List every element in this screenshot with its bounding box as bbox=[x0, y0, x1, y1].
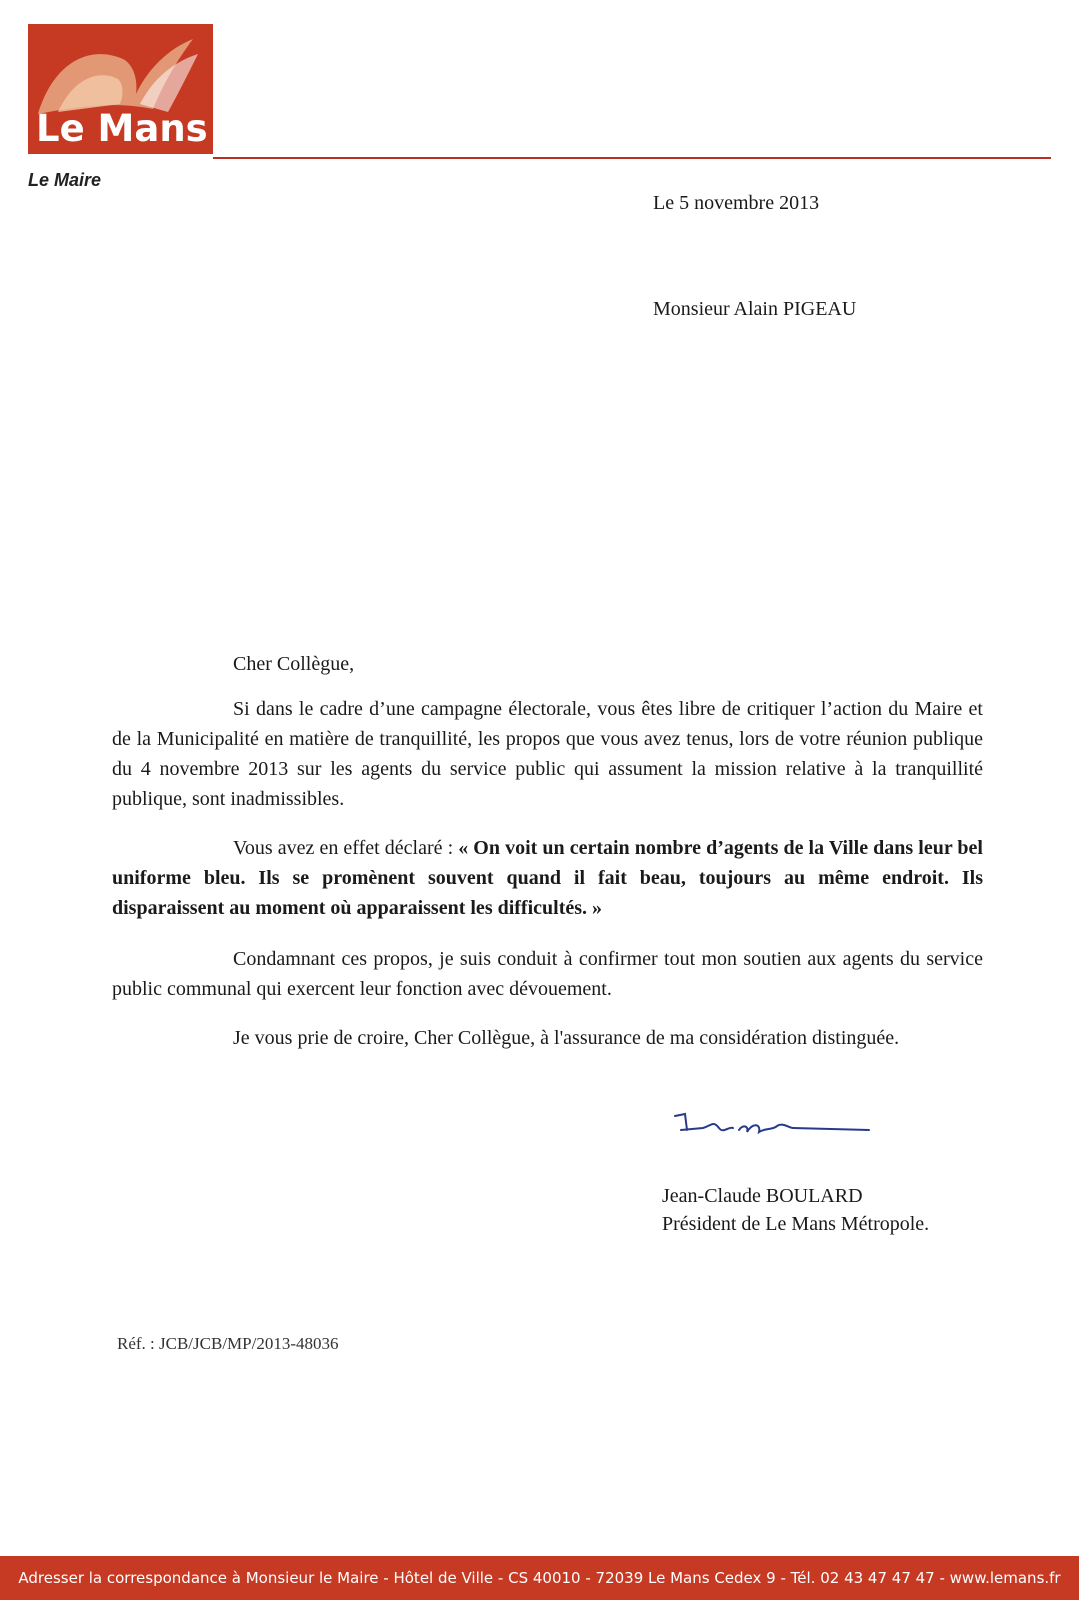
footer-address: Adresser la correspondance à Monsieur le Maire - Hôtel de Ville - CS 40010 - 72039 Le Mans Cedex 9 - Tél. 02 43 47 47 47 - www.lemans.fr bbox=[18, 1569, 1061, 1587]
paragraph-2-intro: Vous avez en effet déclaré : bbox=[233, 837, 459, 859]
logo-text: Le Mans bbox=[36, 107, 208, 150]
paragraph-1: Si dans le cadre d’une campagne électorale, vous êtes libre de critiquer l’action du Maire et de la Municipalité en matière de tranquillité, les propos que vous avez tenus, lors de votre réunion publique du 4 novembre 2013 sur les agents du service public qui assument la mission relative à la tranquillité publique, sont inadmissibles. bbox=[112, 698, 983, 810]
header-rule bbox=[213, 157, 1051, 159]
paragraph-4: Je vous prie de croire, Cher Collègue, à l'assurance de ma considération distinguée. bbox=[233, 1027, 900, 1049]
reference: Réf. : JCB/JCB/MP/2013-48036 bbox=[117, 1334, 339, 1353]
le-mans-logo bbox=[28, 24, 213, 154]
paragraph-2 bbox=[112, 833, 983, 923]
footer-bar bbox=[0, 1556, 1079, 1600]
signer-name: Jean-Claude BOULARD bbox=[662, 1185, 863, 1207]
signer-title: Président de Le Mans Métropole. bbox=[662, 1213, 930, 1235]
paragraph-3: Condamnant ces propos, je suis conduit à confirmer tout mon soutien aux agents du service public communal qui exercent leur fonction avec dévouement. bbox=[112, 948, 983, 1000]
letter-date: Le 5 novembre 2013 bbox=[653, 192, 820, 214]
office-title: Le Maire bbox=[28, 170, 102, 190]
quoted-statement: « On voit un certain nombre d’agents de la Ville dans leur bel uniforme bleu. Ils se promènent souvent quand il fait beau, toujours au même endroit. Ils disparaissent au moment où apparaissent les difficultés. » bbox=[112, 837, 983, 919]
recipient: Monsieur Alain PIGEAU bbox=[653, 298, 857, 320]
signer-block bbox=[662, 1182, 929, 1238]
salutation: Cher Collègue, bbox=[233, 653, 355, 675]
handwritten-signature bbox=[673, 1108, 873, 1153]
